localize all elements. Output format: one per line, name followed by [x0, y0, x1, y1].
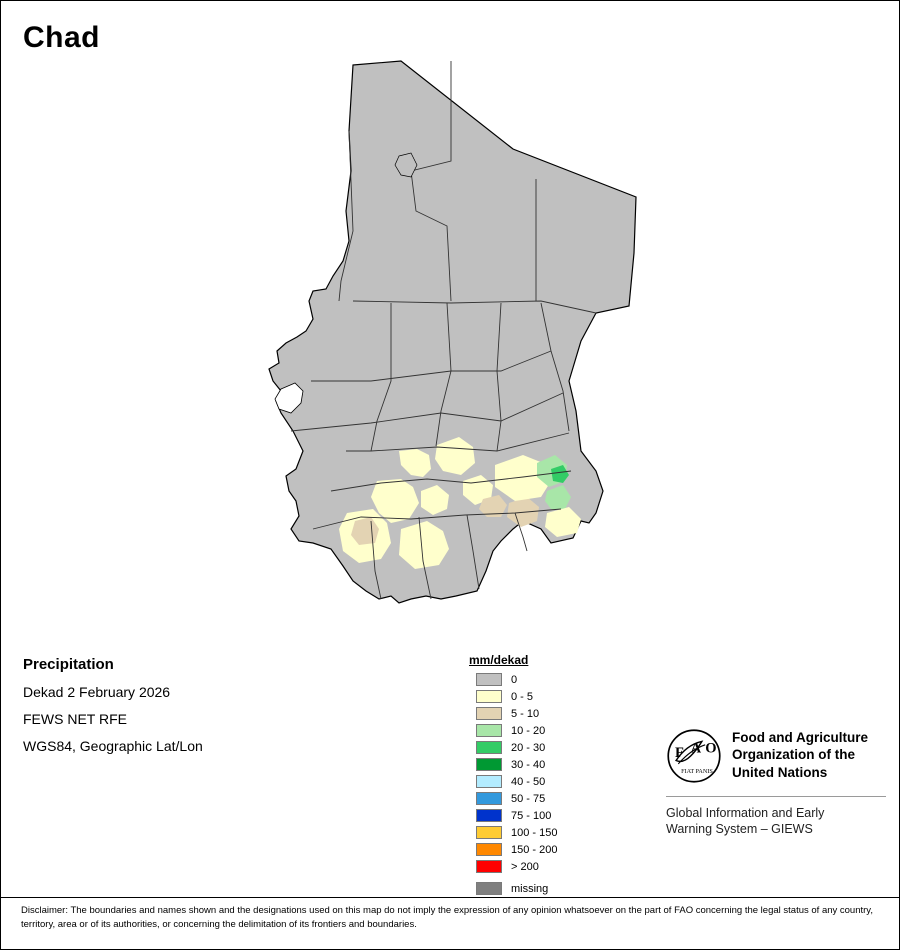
legend-label: 150 - 200	[511, 843, 558, 856]
legend-item	[469, 858, 639, 875]
info-heading: Precipitation	[23, 656, 114, 673]
legend-label: 5 - 10	[511, 707, 540, 720]
legend-swatch	[476, 741, 502, 754]
svg-text:FIAT PANIS: FIAT PANIS	[681, 768, 713, 775]
legend-swatch	[476, 843, 502, 856]
chad-country-shape	[269, 61, 636, 603]
legend-label: > 200	[511, 860, 539, 873]
chad-map-svg	[251, 51, 671, 621]
giews-line1: Global Information and Early	[666, 806, 825, 820]
legend-label: 0	[511, 673, 518, 686]
fao-branding	[666, 726, 886, 838]
legend-item	[469, 671, 639, 688]
legend-label: 10 - 20	[511, 724, 546, 737]
disclaimer-text: Disclaimer: The boundaries and names shown and the designations used on this map do not imply the expression of any opinion whatsoever on the part of FAO concerning the legal status of any country, territory, area or of its authorities, or concerning the delimitation of its frontiers and boundaries.	[21, 905, 873, 930]
info-date: Dekad 2 February 2026	[23, 684, 171, 700]
svg-text:F: F	[674, 745, 684, 762]
map-info-block	[23, 656, 423, 765]
svg-text:A: A	[690, 740, 702, 757]
legend-item	[469, 756, 639, 773]
fao-name-line2: Organization of the	[732, 747, 855, 763]
legend-swatch	[476, 775, 502, 788]
legend-swatch	[476, 809, 502, 822]
legend-label: 100 - 150	[511, 826, 558, 839]
legend-item	[469, 807, 639, 824]
map-canvas	[251, 51, 671, 621]
legend-swatch	[476, 673, 502, 686]
legend-swatch	[476, 758, 502, 771]
legend	[469, 653, 639, 897]
legend-swatch	[476, 724, 502, 737]
legend-label: 40 - 50	[511, 775, 546, 788]
country-base-layer	[269, 61, 636, 603]
legend-label: missing	[511, 882, 549, 895]
fao-name-line1: Food and Agriculture	[732, 730, 868, 745]
info-projection: WGS84, Geographic Lat/Lon	[23, 738, 203, 754]
legend-label: 30 - 40	[511, 758, 546, 771]
legend-item	[469, 773, 639, 790]
legend-title: mm/dekad	[469, 653, 529, 667]
legend-label: 0 - 5	[511, 690, 534, 703]
legend-item	[469, 790, 639, 807]
legend-item	[469, 688, 639, 705]
legend-swatch	[476, 707, 502, 720]
legend-swatch	[476, 882, 502, 895]
legend-swatch	[476, 792, 502, 805]
legend-item	[469, 841, 639, 858]
legend-label: 20 - 30	[511, 741, 546, 754]
info-source: FEWS NET RFE	[23, 711, 127, 727]
legend-label: 75 - 100	[511, 809, 552, 822]
divider	[666, 796, 886, 797]
divider	[1, 897, 899, 898]
legend-item-missing	[469, 880, 639, 897]
legend-item	[469, 739, 639, 756]
page-title: Chad	[23, 21, 100, 54]
legend-swatch	[476, 826, 502, 839]
svg-text:O: O	[705, 740, 717, 757]
fao-name-line3: United Nations	[732, 764, 828, 780]
legend-item	[469, 722, 639, 739]
legend-item	[469, 705, 639, 722]
fao-name	[732, 726, 868, 781]
giews-name	[666, 805, 886, 838]
legend-label: 50 - 75	[511, 792, 546, 805]
giews-line2: Warning System – GIEWS	[666, 822, 813, 837]
legend-swatch	[476, 860, 502, 873]
legend-swatch	[476, 690, 502, 703]
fao-logo-icon	[666, 728, 722, 784]
legend-item	[469, 824, 639, 841]
